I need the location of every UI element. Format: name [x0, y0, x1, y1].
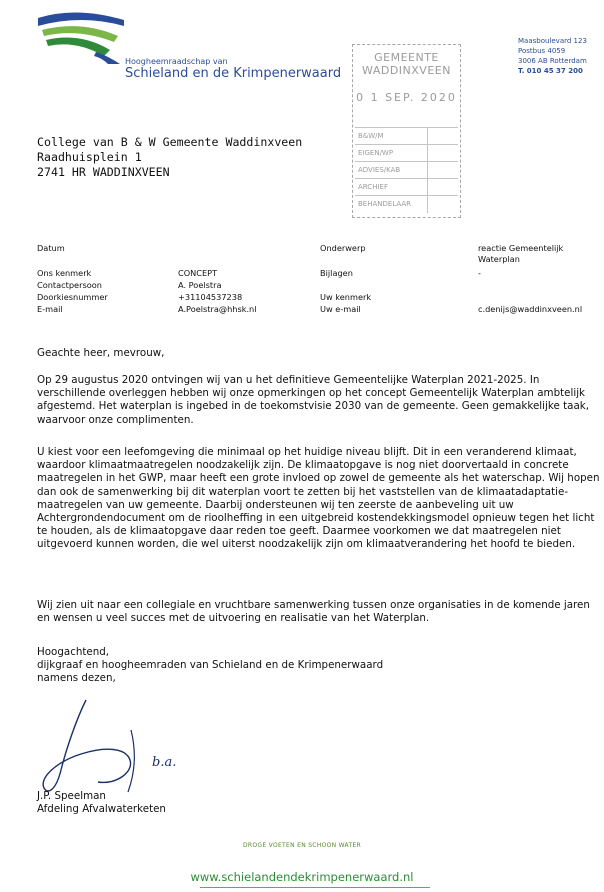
attachments-label: Bijlagen [320, 268, 353, 278]
sender-address-line: Maasboulevard 123 [518, 37, 587, 45]
your-email-value: c.denijs@waddinxveen.nl [478, 304, 583, 314]
paragraph-2: U kiest voor een leefomgeving die minimaal op het huidige niveau blijft. Dit in een veranderend klimaat, waardoor klimaatmaatregelen noodzakelijk zijn. De klimaatopgave is nog niet doorvertaald in concrete maatregelen in het GWP, maar heeft een grote invloed op zowel de gemeente als het waterschap. Wij hopen dan ook de samenwerking bij dit waterplan voort te zetten bij het vaststellen van de klimaatadaptatie-maatregelen van uw gemeente. Daarbij ondersteunen wij ten zeerste de aanbeveling uit uw Achtergrondendocument om de rioolheffing in een uitgebreid kostendekkingsmodel opnieuw tegen het licht te houden, als de klimaatopgave daar reden toe geeft. Daarmee voorkomen we dat maatregelen niet uitgevoerd kunnen worden, die wel uiterst noodzakelijk zijn om klimaatverandering het hoofd te bieden. [37, 446, 600, 551]
stamp-row-label: EIGEN/WP [358, 149, 394, 157]
stamp-row [355, 144, 458, 161]
footer-slogan: DROGE VOETEN EN SCHOON WATER [242, 842, 362, 849]
sender-phone: T. 010 45 37 200 [518, 67, 583, 75]
stamp-row-label: ADVIES/KAB [358, 166, 401, 174]
reference-value: CONCEPT [178, 268, 218, 278]
stamp-row [355, 161, 458, 178]
email-value: A.Poelstra@hhsk.nl [178, 304, 257, 314]
paragraph-3: Wij zien uit naar een collegiale en vruchtbare samenwerking tussen onze organisaties in de komende jaren en wensen u veel succes met de uitvoering en realisatie van het Waterplan. [37, 599, 590, 625]
closing-board: dijkgraaf en hoogheemraden van Schieland en de Krimpenerwaard [37, 659, 384, 671]
salutation: Geachte heer, mevrouw, [37, 347, 165, 359]
contact-label: Contactpersoon [37, 280, 102, 290]
closing-greeting: Hoogachtend, [37, 646, 110, 658]
contact-value: A. Poelstra [178, 280, 222, 290]
organization-prefix: Hoogheemraadschap van [125, 57, 228, 66]
stamp-row-label: B&W/M [358, 132, 384, 140]
recipient-line: Raadhuisplein 1 [37, 150, 142, 164]
stamp-row-label: ARCHIEF [358, 183, 388, 191]
received-stamp [352, 44, 461, 218]
closing-on-behalf: namens dezen, [37, 672, 116, 684]
attachments-value: - [478, 268, 481, 278]
reference-label: Ons kenmerk [37, 268, 92, 278]
phone-label: Doorkiesnummer [37, 292, 108, 302]
organization-name: Schieland en de Krimpenerwaard [125, 66, 342, 81]
stamp-row [355, 127, 458, 144]
stamp-row [355, 195, 458, 212]
stamp-row [355, 178, 458, 195]
organization-logo [36, 6, 126, 70]
recipient-line: 2741 HR WADDINXVEEN [37, 165, 170, 179]
paragraph-1: Op 29 augustus 2020 ontvingen wij van u het definitieve Gemeentelijke Waterplan 2021-2025. In verschillende overleggen hebben wij onze opmerkingen op het concept Gemeentelijk Waterplan ambtelijk afgestemd. Het waterplan is ingebed in de toekomstvisie 2030 van de gemeente. Geen gemakkelijke taak, waarvoor onze complimenten. [37, 374, 589, 426]
stamp-title-line2: WADDINXVEEN [362, 64, 451, 77]
phone-value: +31104537238 [178, 292, 243, 302]
stamp-title-line1: GEMEENTE [374, 51, 439, 64]
signer-department: Afdeling Afvalwaterketen [37, 803, 166, 815]
your-email-label: Uw e-mail [320, 304, 361, 314]
footer-divider [200, 887, 430, 888]
sender-address-line: 3006 AB Rotterdam [518, 57, 587, 65]
recipient-line: College van B & W Gemeente Waddinxveen [37, 135, 303, 149]
stamp-date: 0 1 SEP. 2020 [356, 91, 457, 104]
email-label: E-mail [37, 304, 63, 314]
handwritten-signature [36, 690, 236, 804]
signature-note: b.a. [152, 755, 177, 770]
subject-label: Onderwerp [320, 243, 366, 253]
subject-value: reactie Gemeentelijk [478, 243, 564, 253]
subject-value: Waterplan [478, 254, 520, 264]
date-label: Datum [37, 243, 65, 253]
stamp-row-label: BEHANDELAAR [358, 200, 412, 208]
your-reference-label: Uw kenmerk [320, 292, 372, 302]
footer-website-link[interactable]: www.schielandendekrimpenerwaard.nl [190, 870, 414, 884]
signer-name: J.P. Speelman [37, 790, 106, 802]
sender-address-line: Postbus 4059 [518, 47, 566, 55]
